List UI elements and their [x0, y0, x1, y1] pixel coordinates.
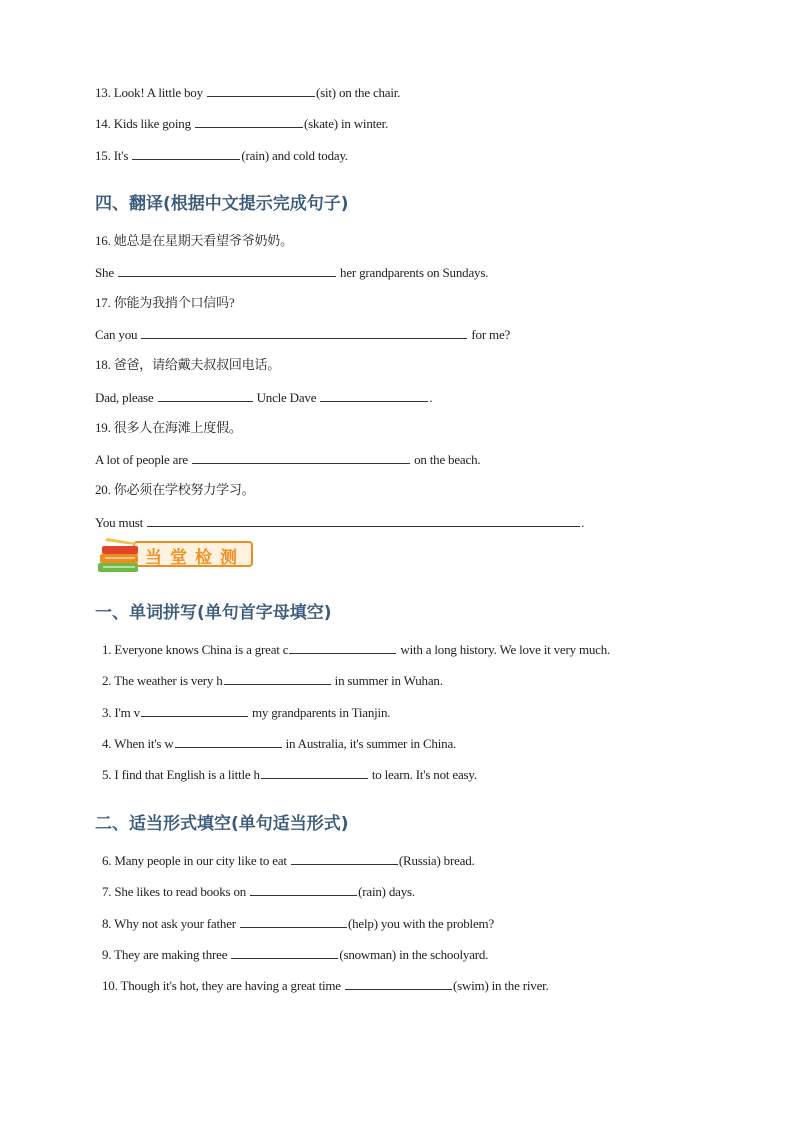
answer-blank[interactable] [345, 977, 452, 990]
answer-blank[interactable] [118, 264, 336, 277]
question-18: Dad, please Uncle Dave . [95, 390, 433, 405]
section-heading-spelling: 一、单词拼写(单句首字母填空) [95, 603, 332, 623]
question-10: 10. Though it's hot, they are having a great time (swim) in the river. [102, 978, 549, 993]
answer-blank[interactable] [289, 641, 396, 654]
books-icon [95, 537, 145, 577]
answer-blank[interactable] [231, 946, 338, 959]
question-20-chinese: 20. 你必须在学校努力学习。 [95, 482, 255, 497]
section-heading-translation: 四、翻译(根据中文提示完成句子) [95, 194, 349, 214]
question-5: 5. I find that English is a little h to learn. It's not easy. [102, 767, 477, 782]
section-heading-word-forms: 二、适当形式填空(单句适当形式) [95, 814, 349, 834]
answer-blank[interactable] [250, 883, 357, 896]
question-7: 7. She likes to read books on (rain) days. [102, 884, 415, 899]
question-3: 3. I'm v my grandparents in Tianjin. [102, 705, 391, 720]
question-16-chinese: 16. 她总是在星期天看望爷爷奶奶。 [95, 233, 293, 248]
question-14: 14. Kids like going (skate) in winter. [95, 116, 389, 131]
class-test-banner [95, 537, 260, 577]
answer-blank[interactable] [195, 115, 303, 128]
answer-blank[interactable] [158, 389, 253, 402]
question-18-chinese: 18. 爸爸，请给戴夫叔叔回电话。 [95, 357, 281, 372]
question-15: 15. It's (rain) and cold today. [95, 148, 348, 163]
answer-blank[interactable] [147, 514, 580, 527]
question-2: 2. The weather is very h in summer in Wuhan. [102, 673, 443, 688]
question-13: 13. Look! A little boy (sit) on the chair. [95, 85, 401, 100]
banner-label: 当堂检测 [145, 548, 245, 568]
question-4: 4. When it's w in Australia, it's summer in China. [102, 736, 457, 751]
question-19: A lot of people are on the beach. [95, 452, 481, 467]
answer-blank[interactable] [224, 672, 331, 685]
answer-blank[interactable] [261, 766, 368, 779]
answer-blank[interactable] [320, 389, 428, 402]
question-9: 9. They are making three (snowman) in the schoolyard. [102, 947, 489, 962]
answer-blank[interactable] [291, 852, 398, 865]
answer-blank[interactable] [175, 735, 282, 748]
question-1: 1. Everyone knows China is a great c with a long history. We love it very much. [102, 642, 611, 657]
question-6: 6. Many people in our city like to eat (Russia) bread. [102, 853, 475, 868]
answer-blank[interactable] [141, 326, 467, 339]
question-19-chinese: 19. 很多人在海滩上度假。 [95, 420, 242, 435]
answer-blank[interactable] [192, 451, 410, 464]
answer-blank[interactable] [207, 84, 315, 97]
question-20: You must . [95, 515, 585, 530]
answer-blank[interactable] [240, 915, 347, 928]
question-8: 8. Why not ask your father (help) you with the problem? [102, 916, 495, 931]
answer-blank[interactable] [132, 147, 240, 160]
question-16: She her grandparents on Sundays. [95, 265, 489, 280]
question-17-chinese: 17. 你能为我捎个口信吗? [95, 295, 235, 310]
answer-blank[interactable] [141, 704, 248, 717]
question-17: Can you for me? [95, 327, 511, 342]
